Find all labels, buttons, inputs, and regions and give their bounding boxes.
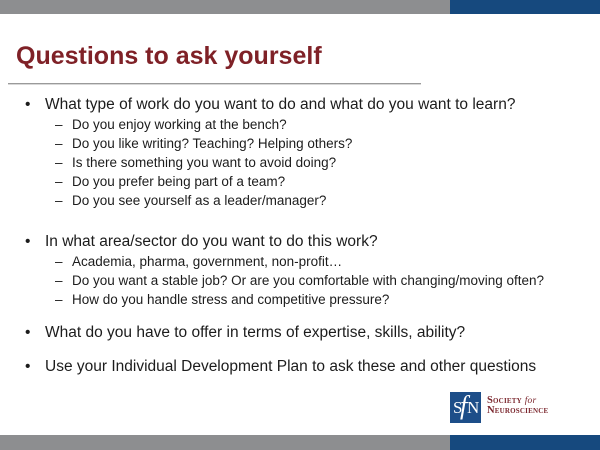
bottom-accent-bar [0, 435, 600, 450]
logo-letter-n: N [467, 398, 480, 417]
bullet-marker: • [25, 96, 31, 113]
sub-bullet-item [0, 115, 600, 134]
bullet-item [0, 95, 600, 115]
top-bar-blue-segment [450, 0, 600, 14]
bullet-marker: • [25, 358, 31, 375]
sub-bullet-marker: – [55, 117, 63, 132]
sub-bullet-marker: – [55, 155, 63, 170]
bottom-bar-gray-segment [0, 435, 450, 450]
logo-letter-s: S [453, 398, 463, 417]
bottom-bar-blue-segment [450, 435, 600, 450]
sub-bullet-text: Do you like writing? Teaching? Helping others? [72, 136, 353, 151]
sub-bullet-text: Do you want a stable job? Or are you comfortable with changing/moving often? [72, 273, 545, 288]
sfn-logo-mark [450, 392, 481, 423]
sub-bullet-text: Academia, pharma, government, non-profit… [72, 254, 343, 269]
sub-bullet-text: Do you enjoy working at the bench? [72, 117, 287, 132]
title-underline [8, 83, 421, 84]
logo-letter-f: f [460, 391, 468, 420]
logo-neuroscience-text: Neuroscience [487, 405, 549, 416]
slide-title: Questions to ask yourself [16, 42, 322, 70]
top-accent-bar [0, 0, 600, 14]
bullet-text: What do you have to offer in terms of expertise, skills, ability? [45, 324, 466, 341]
sfn-logo-wordmark [487, 396, 548, 416]
sub-bullet-item [0, 172, 600, 191]
bullet-item [0, 232, 600, 252]
sub-bullet-marker: – [55, 254, 63, 269]
sub-bullet-marker: – [55, 136, 63, 151]
sub-bullet-item [0, 271, 600, 290]
bullet-item [0, 323, 600, 343]
bullet-marker: • [25, 324, 31, 341]
bullet-text: Use your Individual Development Plan to ask these and other questions [45, 358, 537, 375]
sub-bullet-marker: – [55, 174, 63, 189]
sub-bullet-text: Do you see yourself as a leader/manager? [72, 193, 327, 208]
bullet-marker: • [25, 233, 31, 250]
sub-bullet-text: Is there something you want to avoid doing? [72, 155, 337, 170]
slide-body [0, 95, 600, 377]
sub-bullet-text: Do you prefer being part of a team? [72, 174, 286, 189]
sub-bullet-item [0, 191, 600, 210]
bullet-text: In what area/sector do you want to do this work? [45, 233, 378, 250]
sub-bullet-text: How do you handle stress and competitive pressure? [72, 292, 390, 307]
sfn-logo [450, 392, 548, 423]
top-bar-gray-segment [0, 0, 450, 14]
sub-bullet-marker: – [55, 273, 63, 288]
sub-bullet-item [0, 153, 600, 172]
logo-society-text: Society [487, 395, 522, 406]
bullet-text: What type of work do you want to do and what do you want to learn? [45, 96, 516, 113]
bullet-item [0, 357, 600, 377]
sub-bullet-item [0, 134, 600, 153]
sub-bullet-marker: – [55, 292, 63, 307]
sub-bullet-marker: – [55, 193, 63, 208]
logo-for-text: for [524, 396, 537, 406]
sub-bullet-item [0, 252, 600, 271]
sub-bullet-item [0, 290, 600, 309]
